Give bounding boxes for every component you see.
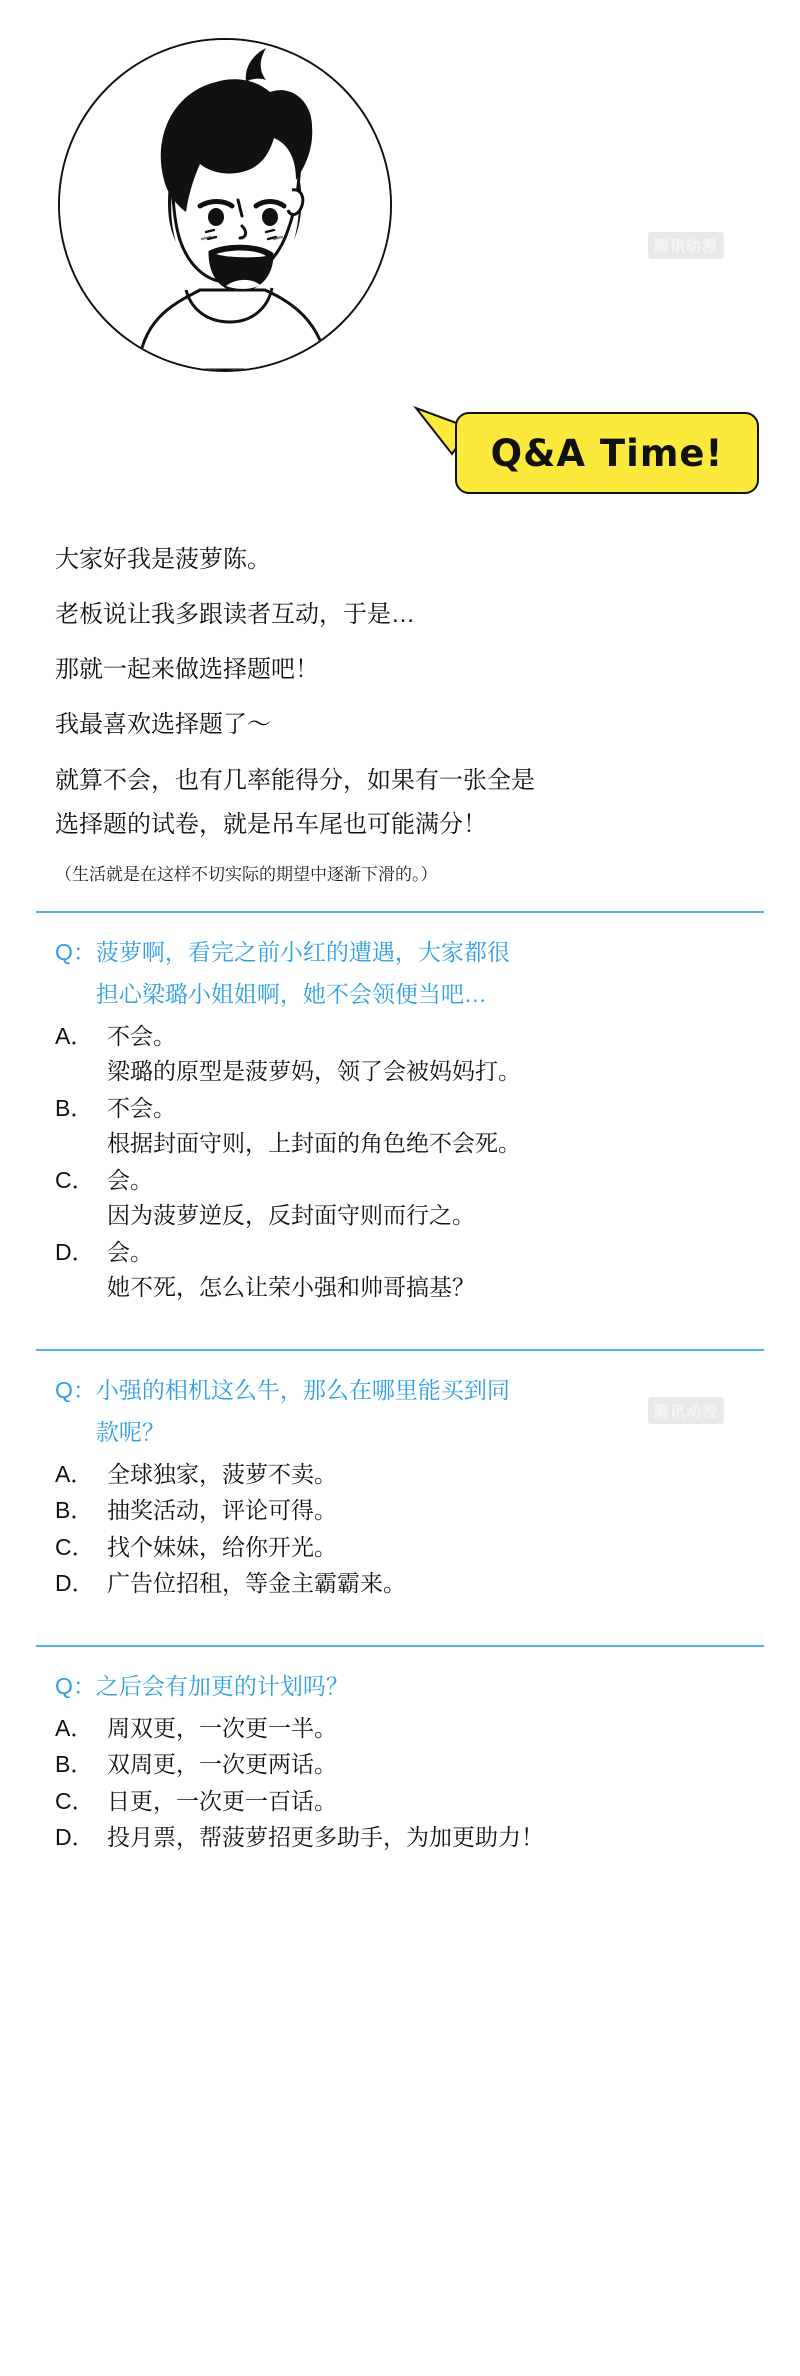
option-letter: B． (55, 1094, 94, 1121)
qa-block-3 (0, 1647, 800, 1875)
option-letter: C． (55, 1787, 95, 1814)
portrait-circle (58, 38, 392, 372)
divider (36, 1349, 764, 1351)
question-label: Q： (55, 1376, 96, 1403)
option-text: 日更，一次更一百话。 (107, 1787, 337, 1814)
option-text: 双周更，一次更两话。 (107, 1751, 337, 1778)
shouting-boy-icon (60, 40, 390, 370)
option-letter: C． (55, 1166, 95, 1193)
intro-line-6: 选择题的试卷，就是吊车尾也可能满分！ (55, 810, 487, 838)
question-text: 小强的相机这么牛，那么在哪里能买到同 (95, 1376, 510, 1403)
question-3-line-1 (55, 1669, 745, 1703)
question-text: 之后会有加更的计划吗？ (95, 1672, 349, 1699)
option-letter: A． (55, 1714, 94, 1741)
option-letter: D． (55, 1238, 95, 1265)
option-subtext: 她不死，怎么让荣小强和帅哥搞基？ (107, 1274, 475, 1301)
option-text: 不会。 (107, 1094, 176, 1121)
option-letter: B． (55, 1497, 94, 1524)
option-text: 广告位招租，等金主霸霸来。 (107, 1570, 406, 1597)
intro-line-5: 就算不会，也有几率能得分，如果有一张全是 (55, 766, 535, 794)
option-letter: A． (55, 1460, 94, 1487)
answer-option[interactable] (55, 1820, 745, 1855)
option-subtext: 梁璐的原型是菠萝妈，领了会被妈妈打。 (107, 1058, 521, 1085)
option-letter: A． (55, 1022, 94, 1049)
option-body (107, 1091, 745, 1161)
answer-option[interactable] (55, 1566, 745, 1601)
intro-line-3: 那就一起来做选择题吧！ (55, 656, 319, 684)
option-letter: D． (55, 1570, 95, 1597)
question-text: 菠萝啊，看完之前小红的遭遇，大家都很 (95, 938, 510, 965)
question-label: Q： (55, 1672, 96, 1699)
option-text: 全球独家，菠萝不卖。 (107, 1460, 337, 1487)
qa-block-1 (0, 913, 800, 1325)
answer-option[interactable] (55, 1747, 745, 1782)
question-2-line-2 (55, 1415, 745, 1449)
intro-paragraph (0, 544, 800, 887)
watermark: 腾讯动漫 (648, 1397, 724, 1424)
answer-option[interactable] (55, 1493, 745, 1528)
option-subtext: 根据封面守则，上封面的角色绝不会死。 (107, 1130, 521, 1157)
intro-line-4: 我最喜欢选择题了～ (55, 711, 271, 739)
answer-option[interactable] (55, 1091, 745, 1161)
option-body (107, 1019, 745, 1089)
option-text: 会。 (107, 1166, 153, 1193)
option-body (107, 1163, 745, 1233)
answer-option[interactable] (55, 1163, 745, 1233)
option-letter: D． (55, 1824, 95, 1851)
qa-block-2 (0, 1351, 800, 1621)
question-text-cont: 担心梁璐小姐姐啊，她不会领便当吧… (95, 980, 487, 1007)
option-body (107, 1235, 745, 1305)
speech-bubble-text: Q&A Time! (490, 431, 724, 475)
answer-option[interactable] (55, 1530, 745, 1565)
option-letter: C． (55, 1533, 95, 1560)
option-letter: B． (55, 1751, 94, 1778)
answer-option[interactable] (55, 1019, 745, 1089)
option-text: 会。 (107, 1238, 153, 1265)
answer-option[interactable] (55, 1457, 745, 1492)
option-text: 周双更，一次更一半。 (107, 1714, 337, 1741)
divider (36, 1645, 764, 1647)
intro-line-2: 老板说让我多跟读者互动，于是… (55, 601, 415, 629)
answer-option[interactable] (55, 1235, 745, 1305)
question-text-cont: 款呢？ (95, 1418, 165, 1445)
answer-option[interactable] (55, 1711, 745, 1746)
answer-option[interactable] (55, 1784, 745, 1819)
option-text: 找个妹妹，给你开光。 (107, 1533, 337, 1560)
option-text: 抽奖活动，评论可得。 (107, 1497, 337, 1524)
question-2-line-1 (55, 1373, 745, 1407)
hero-illustration (0, 0, 800, 540)
question-1-line-2 (55, 977, 745, 1011)
intro-note: （生活就是在这样不切实际的期望中逐渐下滑的。） (55, 864, 438, 884)
option-text: 不会。 (107, 1022, 176, 1049)
option-subtext: 因为菠萝逆反，反封面守则而行之。 (107, 1202, 475, 1229)
divider (36, 911, 764, 913)
intro-line-1: 大家好我是菠萝陈。 (55, 546, 271, 573)
question-label: Q： (55, 938, 96, 965)
speech-bubble (455, 412, 759, 494)
option-text: 投月票，帮菠萝招更多助手，为加更助力！ (107, 1824, 544, 1851)
question-1-line-1 (55, 935, 745, 969)
watermark: 腾讯动漫 (648, 232, 724, 259)
